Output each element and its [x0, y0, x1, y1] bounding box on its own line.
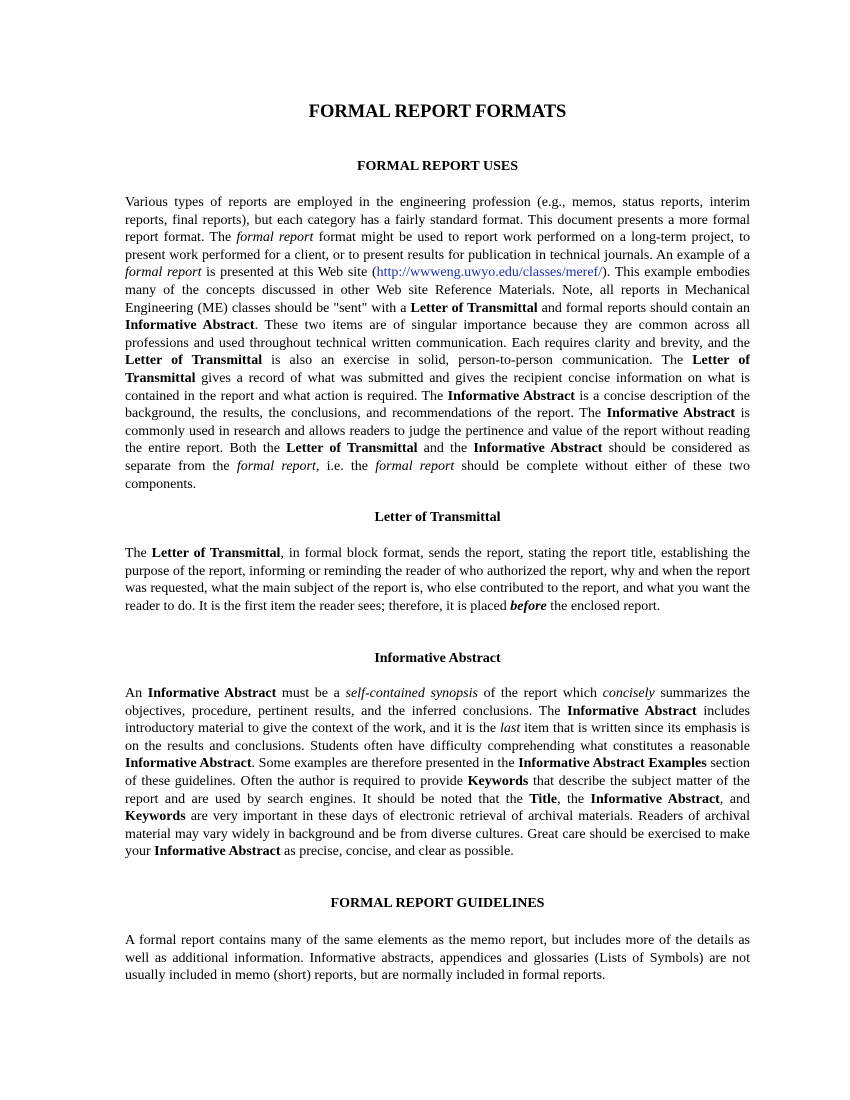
meref-link[interactable]: http://wwweng.uwyo.edu/classes/meref/ [376, 265, 603, 281]
paragraph-report-uses: Various types of reports are employed in the engineering profession (e.g., memos, status reports, interim reports, final reports), but each category has a fairly standard format. This document presents a more formal report format. The formal report format might be used to report work performed on a long-term project, to present work performed for a client, or to present results for publication in technical journals. An example of a formal report is presented at this Web site (http://wwweng.uwyo.edu/classes/meref/). This example embodies many of the concepts discussed in other Web site Reference Materials. Note, all reports in Mechanical Engineering (ME) classes should be "sent" with a Letter of Transmittal and formal reports should contain an Informative Abstract. These two items are of singular importance because they are common across all professions and used throughout technical written communication. Each requires clarity and brevity, and the Letter of Transmittal is also an exercise in solid, person-to-person communication. The Letter of Transmittal gives a record of what was submitted and gives the recipient concise information on what is contained in the report and what action is required. The Informative Abstract is a concise description of the background, the results, the conclusions, and recommendations of the report. The Informative Abstract is commonly used in research and allows readers to judge the pertinence and value of the report without reading the entire report. Both the Letter of Transmittal and the Informative Abstract should be considered as separate from the formal report, i.e. the formal report should be complete without either of these two components. [125, 195, 750, 492]
paragraph-report-guidelines: A formal report contains many of the same elements as the memo report, but includes more of the details as well as additional information. Informative abstracts, appendices and glossaries (Lists of Symbols) are not usually included in memo (short) reports, but are normally included in formal reports. [125, 933, 750, 984]
page-title: FORMAL REPORT FORMATS [308, 102, 567, 122]
heading-report-guidelines: FORMAL REPORT GUIDELINES [330, 896, 545, 911]
paragraph-informative-abstract: An Informative Abstract must be a self-contained synopsis of the report which concisely summarizes the objectives, procedure, pertinent results, and the inferred conclusions. The Informative Abstract includes introductory material to give the context of the work, and it is the last item that is written since its emphasis is on the results and conclusions. Students often have difficulty comprehending what constitutes a reasonable Informative Abstract. Some examples are therefore presented in the Informative Abstract Examples section of these guidelines. Often the author is required to provide Keywords that describe the subject matter of the report and are used by search engines. It should be noted that the Title, the Informative Abstract, and Keywords are very important in these days of electronic retrieval of archival materials. Readers of archival material may vary widely in background and be from diverse cultures. Great care should be exercised to make your Informative Abstract as precise, concise, and clear as possible. [125, 686, 751, 860]
paragraph-letter-of-transmittal: The Letter of Transmittal, in formal block format, sends the report, stating the report title, establishing the purpose of the report, informing or reminding the reader of who authorized the report, why and when the report was requested, what the main subject of the report is, who else contributed to the report, and what you want the reader to do. It is the first item the reader sees; therefore, it is placed before the enclosed report. [125, 546, 751, 614]
heading-informative-abstract: Informative Abstract [374, 651, 501, 666]
heading-report-uses: FORMAL REPORT USES [356, 159, 519, 174]
heading-letter-of-transmittal: Letter of Transmittal [374, 510, 501, 525]
